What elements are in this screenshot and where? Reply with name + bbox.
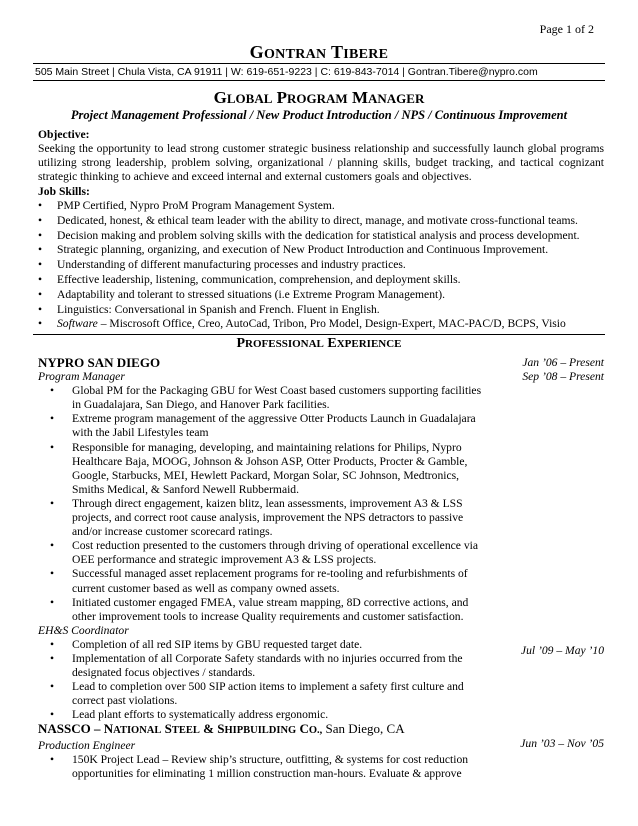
job-date: Sep ’08 – Present bbox=[522, 370, 604, 384]
software-list: – Miscrosoft Office, Creo, AutoCad, Tribon, Pro Model, Design-Expert, MAC-PAC/D, BCPS, Visio bbox=[97, 317, 566, 331]
experience-heading: PROFESSIONAL EXPERIENCE bbox=[33, 334, 605, 351]
page-number: Page 1 of 2 bbox=[539, 22, 594, 36]
job-role: EH&S Coordinator bbox=[38, 623, 129, 637]
job-date: Jun ’03 – Nov ’05 bbox=[520, 736, 604, 750]
list-item: • Decision making and problem solving skills with the dedication for statistical analysis and process development. bbox=[38, 229, 604, 244]
job-date: Jul ’09 – May ’10 bbox=[520, 643, 604, 657]
list-item bbox=[38, 317, 604, 332]
duty-list bbox=[38, 753, 492, 781]
list-item: • Responsible for managing, developing, and maintaining relations for Philips, Nypro Healthcare Baja, MOOG, Johnson & Johson ASP, Otter Products, Procter & Gamble, Google, Starbucks, MEI, Hewlett Packard, Morgan Solar, SC Johnson, Medtronics, Smiths Medical, & Sanford Newell Rubbermaid. bbox=[72, 441, 492, 497]
duty-list bbox=[38, 638, 492, 723]
job-title: GLOBAL PROGRAM MANAGER bbox=[213, 88, 425, 107]
job-nypro bbox=[38, 356, 604, 370]
company-name: NYPRO SAN DIEGO bbox=[38, 355, 161, 370]
list-item: • Understanding of different manufacturing processes and industry practices. bbox=[38, 258, 604, 273]
list-item: • Implementation of all Corporate Safety standards with no injuries occurred from the designated focus objectives / standards. bbox=[72, 652, 492, 680]
list-item: • Effective leadership, listening, communication, comprehension, and deployment skills. bbox=[38, 273, 604, 288]
job-role: Program Manager bbox=[38, 370, 125, 384]
list-item: • Strategic planning, organizing, and execution of New Product Introduction and Continuous Improvement. bbox=[38, 243, 604, 258]
job-role: Production Engineer bbox=[38, 738, 136, 752]
professional-subtitle: Project Management Professional / New Product Introduction / NPS / Continuous Improvement bbox=[70, 108, 568, 122]
company-name: NASSCO – NATIONAL STEEL & SHIPBUILDING CO., San Diego, CA bbox=[38, 721, 405, 737]
software-label: Software bbox=[57, 317, 98, 331]
list-item: • Through direct engagement, kaizen blitz, lean assessments, improvement A3 & LSS projects, and correct root cause analysis, improvement the NPS detractors to passive and/or increase customer scorecard ratings. bbox=[72, 497, 492, 539]
list-item: • Initiated customer engaged FMEA, value stream mapping, 8D corrective actions, and other improvement tools to increase Quality requirements and customer satisfaction. bbox=[72, 596, 492, 624]
job-nassco bbox=[38, 722, 604, 738]
list-item: • Successful managed asset replacement programs for re-tooling and refurbishments of current customer based as well as company owned assets. bbox=[72, 567, 492, 595]
list-item: • Global PM for the Packaging GBU for West Coast based customers supporting facilities in Guadalajara, San Diego, and Hanover Park facilities. bbox=[72, 384, 492, 412]
list-item: • 150K Project Lead – Review ship’s structure, outfitting, & systems for cost reduction opportunities for eliminating 1 million construction man-hours. Evaluate & approve bbox=[72, 753, 492, 781]
job-skills-label: Job Skills: bbox=[38, 185, 90, 198]
job-date: Jan ’06 – Present bbox=[522, 356, 604, 369]
objective-label: Objective: bbox=[38, 128, 90, 141]
experience-section bbox=[38, 356, 604, 781]
list-item: • Lead plant efforts to systematically address ergonomic. bbox=[72, 708, 492, 722]
candidate-name: GONTRAN TIBERE bbox=[249, 42, 389, 62]
list-item: • Cost reduction presented to the customers through driving of operational excellence via OEE performance and strategic improvement A3 & LSS projects. bbox=[72, 539, 492, 567]
job-skills-list bbox=[38, 199, 604, 332]
list-item: • PMP Certified, Nypro ProM Program Management System. bbox=[38, 199, 604, 214]
list-item: • Lead to completion over 500 SIP action items to implement a safety first culture and correct past violations. bbox=[72, 680, 492, 708]
list-item: • Extreme program management of the aggressive Otter Products Launch in Guadalajara with the Jabil Lifestyles team bbox=[72, 412, 492, 440]
list-item: • Linguistics: Conversational in Spanish and French. Fluent in English. bbox=[38, 303, 604, 318]
list-item: • Completion of all red SIP items by GBU requested target date. bbox=[72, 638, 492, 652]
list-item: • Adaptability and tolerant to stressed situations (i.e Extreme Program Management). bbox=[38, 288, 604, 303]
duty-list bbox=[38, 384, 492, 624]
list-item: • Dedicated, honest, & ethical team leader with the ability to direct, manage, and motivate cross-functional teams. bbox=[38, 214, 604, 229]
contact-line: 505 Main Street | Chula Vista, CA 91911 | W: 619-651-9223 | C: 619-843-7014 | Gontran.Tibere@nypro.com bbox=[33, 63, 605, 81]
objective-section bbox=[38, 128, 604, 332]
objective-text: Seeking the opportunity to lead strong customer strategic business relationship and successfully launch global programs utilizing strong leadership, problem solving, organizational / planning skills, budget tracking, and tactical cognizant strategic thinking to achieve and exceed internal and external customers goals and objectives. bbox=[38, 142, 604, 183]
